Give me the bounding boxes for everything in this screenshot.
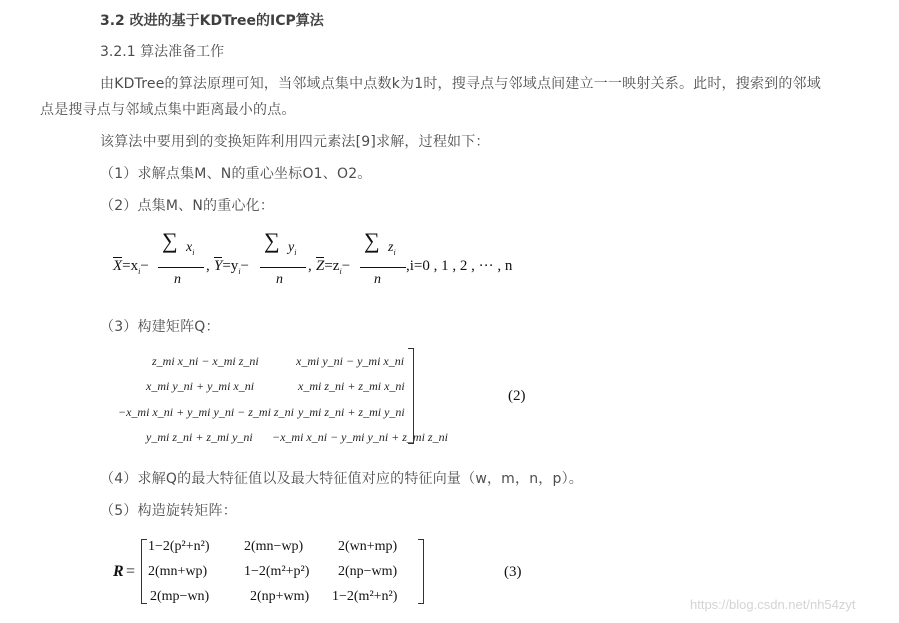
matrix-cell: 1−2(m²+p²) — [244, 564, 310, 579]
equation-number: (3) — [504, 564, 522, 580]
numerator: $y_i$ — [288, 240, 297, 257]
matrix-cell: x_mi y_ni − y_mi x_ni — [296, 354, 405, 368]
x-bar: X — [113, 258, 123, 274]
sigma-symbol: ∑ — [364, 228, 380, 253]
z-bar: Z — [316, 258, 325, 274]
matrix-cell: 2(np−wm) — [338, 564, 398, 579]
section-heading: 3.2 改进的基于KDTree的ICP算法 — [100, 13, 324, 29]
matrix-cell: x_mi z_ni + z_mi x_ni — [298, 379, 405, 393]
watermark-text: https://blog.csdn.net/nh54zyt — [690, 597, 856, 612]
step-2: （2）点集M、N的重心化： — [100, 198, 275, 214]
matrix-cell: 1−2(m²+n²) — [332, 589, 398, 604]
fraction-line — [260, 267, 306, 268]
matrix-bracket-right — [408, 348, 414, 444]
matrix-cell: 2(mn−wp) — [244, 539, 304, 554]
numerator: $z_i$ — [388, 240, 396, 257]
fraction-line — [360, 267, 406, 268]
matrix-cell: 1−2(p²+n²) — [148, 539, 210, 554]
step-3: （3）构建矩阵Q： — [100, 319, 220, 335]
matrix-cell: y_mi z_ni + z_mi y_ni — [298, 405, 405, 419]
step-5: （5）构造旋转矩阵： — [100, 503, 237, 519]
matrix-cell: z_mi x_ni − x_mi z_ni — [152, 354, 259, 368]
paragraph: 该算法中要用到的变换矩阵利用四元素法[9]求解，过程如下： — [100, 134, 490, 150]
matrix-cell: 2(mp−wn) — [150, 589, 210, 604]
subsection-heading: 3.2.1 算法准备工作 — [100, 44, 225, 60]
numerator: $x_i$ — [186, 240, 195, 257]
sigma-symbol: ∑ — [264, 228, 280, 253]
sigma-symbol: ∑ — [162, 228, 178, 253]
matrix-cell: −x_mi x_ni + y_mi y_ni − z_mi z_ni — [118, 405, 294, 419]
matrix-cell: 2(wn+mp) — [338, 539, 398, 554]
denominator: n — [276, 272, 283, 287]
equation-number: (2) — [508, 388, 526, 404]
matrix-cell: y_mi z_ni + z_mi y_ni — [146, 430, 253, 444]
fraction-line — [158, 267, 204, 268]
matrix-cell: −x_mi x_ni − y_mi y_ni + z_mi z_ni — [272, 430, 448, 444]
matrix-cell: 2(mn+wp) — [148, 564, 208, 579]
y-bar: Y — [214, 258, 223, 274]
paragraph-line: 由KDTree的算法原理可知，当邻域点集中点数k为1时，搜寻点与邻域点间建立一一映射关系。此时，搜索到的邻域 — [100, 76, 821, 92]
matrix-bracket-right — [418, 539, 424, 604]
paragraph-line: 点是搜寻点与邻域点集中距离最小的点。 — [40, 102, 296, 118]
matrix-label: R — [113, 563, 124, 580]
matrix-bracket-left — [141, 539, 147, 604]
matrix-cell: 2(np+wm) — [250, 589, 310, 604]
index-range: ,i=0 , 1 , 2 , ··· , n — [406, 258, 513, 274]
matrix-cell: x_mi y_ni + y_mi x_ni — [146, 379, 255, 393]
step-1: （1）求解点集M、N的重心坐标O1、O2。 — [100, 166, 372, 182]
step-4: （4）求解Q的最大特征值以及最大特征值对应的特征向量（w，m，n，p）。 — [100, 471, 583, 487]
eq-part: =x — [122, 258, 139, 274]
denominator: n — [174, 272, 181, 287]
equals-sign: = — [126, 563, 136, 580]
denominator: n — [374, 272, 381, 287]
